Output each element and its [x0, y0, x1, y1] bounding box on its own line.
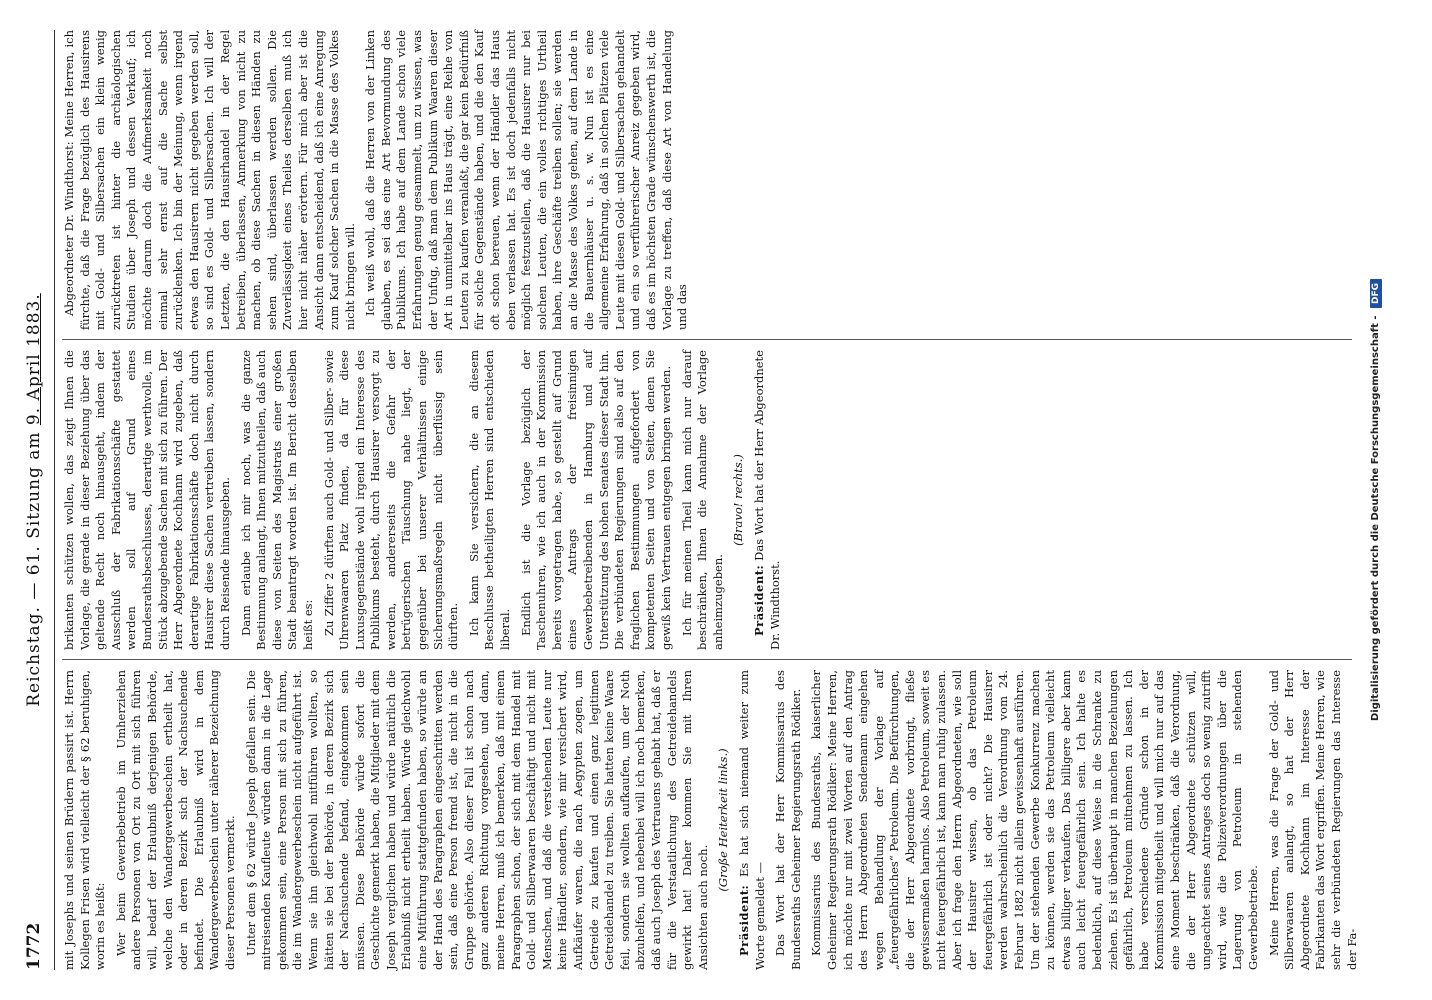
body-paragraph: Meine Herren, was die Frage der Gold- und Silberwaaren anlangt, so hat der Herr Abgeordnete Kochhann im Interesse der Fabrikanten das Wort ergriffen. Meine Herren, wie sehr die verbündeten Regierungen das Interesse der Fa-: [1266, 670, 1359, 970]
body-paragraph: Unter dem § 62 würde Joseph gefallen sein. Die mitreisenden Kaufleute würden dann in die Lage gekommen sein, eine Person mit sich zu führen, die im Wandergewerbeschein nicht aufgeführt ist. Wenn sie ihn gleichwohl mitführen wollten, so hätten sie bei der Behörde, in deren Bezirk sich der Nachsuchende befand, eingekommen sein müssen. Diese Behörde würde sofort die Geschichte gemerkt haben, die Mitglieder mit dem Joseph verglichen haben und würde natürlich die Erlaubniß nicht ertheilt haben. Würde gleichwohl eine Mitführung stattgefunden haben, so würde an der Hand des Paragraphen eingeschritten werden sein, daß eine Person fremd ist, die nicht in die Gruppe gehörte. Also dieser Fall ist schon nach ganz anderen Richtung vorgesehen, und dann, meine Herren, muß ich bemerken, daß mit einem Paragraphen schon, der sich mit dem Handel mit Gold- und Silberwaaren beschäftigt und nicht mit Menschen, und daß die verstehenden Leute nur keine Händler, sondern, wie mir versichert wird, Aufkäufer waren, die nach Aegypten zogen, um Getreide zu kaufen und einen ganz legitimen Getreidehandel zu treiben. Sie hatten keine Waare feil, sondern sie wollten aufkaufen, um der Noth abzuhelfen, und nebenbei will ich noch bemerken, daß auch Joseph des Vertrauens gehabt hat, daß er für die Verstaatlichung des Getreidehandels gewirkt hat! Daher kommen Sie mit Ihren Ansichten auch noch.: [243, 670, 710, 970]
body-paragraph: mit Josephs und seinen Brüdern passirt ist. Herrn Kollegen Frisen wird vielleicht der § 62 beruhigen, worin es heißt:: [62, 670, 108, 970]
stage-direction: (Große Heiterkeit links.): [716, 748, 731, 892]
dfg-logo: DFG: [1370, 279, 1382, 308]
body-paragraph: Abgeordneter Dr. Windthorst: Meine Herren, ich fürchte, daß die Frage bezüglich des Hausirens mit Gold- und Silbersachen ein klein wenig zurücktreten ist hinter die archäologischen Studien über Joseph und dessen Verkauf; ich möchte darum doch die Aufmerksamkeit noch einmal sehr ernst auf die Sache selbst zurücklenken. Ich bin der Meinung, wenn irgend etwas den Hausirern nicht gegeben werden soll, so sind es Gold- und Silbersachen. Ich will der Letzten, die den Hausirhandel in der Regel betreiben, überlassen, Anmerkung von nicht zu machen, ob diese Sachen in diesen Händen zu sehen sind, überlassen werden sollen. Die Zuverlässigkeit eines Theiles derselben muß ich hier nicht näher erörtern. Für mich aber ist die Ansicht dann entscheidend, daß ich eine Anregung zum Kauf solcher Sachen in die Masse des Volkes nicht bringen will.: [62, 30, 357, 330]
page-number: 1772: [24, 922, 44, 970]
body-paragraph: Ich kann Sie versichern, die an diesem Beschlusse betheiligten Herren sind entschieden liberal.: [466, 350, 513, 650]
column-divider: [62, 339, 1352, 340]
text-column-right: [62, 30, 1352, 330]
body-paragraph: Endlich ist die Vorlage bezüglich der Taschenuhren, wie ich auch in der Kommission bereits vorgetragen habe, so gestellt auf Grund eines Antrags der freisinnigen Gewerbebetreibenden in Hamburg und auf Unterstützung des hohen Senates dieser Stadt hin. Die verbündeten Regierungen sind also auf den fraglichen Bestimmungen aufgefordert von kompetenten Seiten und von Seiten, denen Sie gewiß kein Vertrauen entgegen bringen werden.: [518, 350, 673, 650]
speaker-name: Präsident:: [736, 884, 751, 956]
body-paragraph: Wer beim Gewerbebetrieb im Umherziehen andere Personen von Ort zu Ort mit sich führen will, bedarf der Erlaubniß derjenigen Behörde, welche den Wandergewerbeschein ertheilt hat, oder in deren Bezirk sich der Nachsuchende befindet. Die Erlaubniß wird in dem Wandergewerbeschein unter näherer Bezeichnung dieser Personen vermerkt.: [113, 670, 237, 970]
body-paragraph: Ich weiß wohl, daß die Herren von der Linken glauben, es sei das eine Art Bevormundung des Publikums. Ich habe auf dem Lande schon viele Erfahrungen genug gesammelt, um zu wissen, was der Unfug, daß man dem Publikum Waaren dieser Art in unmittelbar ins Haus trägt, eine Reihe von Leuten zu kaufen veranlaßt, die gar kein Bedürfniß für solche Gegenstände haben, und die den Kauf oft schon bereuen, wenn der Händler das Haus eben verlassen hat. Es ist doch jedenfalls nicht möglich festzustellen, daß die Hausirer nur bei solchen Leuten, die ein volles richtiges Urtheil haben, ihre Geschäfte treiben sollen; sie werden an die Masse des Volkes gehen, auf dem Lande in die Bauernhäuser u. s. w. Nun ist es eine allgemeine Erfahrung, daß in solchen Plätzen viele Leute mit diesen Gold- und Silbersachen gehandelt und ein so verführerischer Anreiz gegeben wird, daß es im höchsten Grade wünschenswerth ist, die Vorlage zu treffen, daß diese Art von Handelung und das: [363, 30, 690, 330]
speaker-paragraph: [752, 350, 783, 650]
speech-text: Es hat sich niemand weiter zum Worte gemeldet —: [736, 670, 767, 970]
header-rule: [54, 30, 55, 970]
speaker-paragraph: [737, 670, 768, 970]
speaker-name: Präsident:: [751, 564, 766, 636]
running-title: [24, 180, 44, 820]
session-date: 9. April 1883.: [24, 293, 44, 426]
speech-text: Das Wort hat der Herr Abgeordnete Dr. Windthorst.: [751, 350, 782, 650]
stage-direction: (Bravo! rechts.): [731, 454, 746, 546]
page-header: [18, 30, 54, 970]
body-paragraph: Dann erlaube ich mir noch, was die ganze Bestimmung anlangt, Ihnen mitzutheilen, daß auch diese von Seiten des Magistrats einer großen Stadt beantragt worden ist. Im Bericht desselben heißt es:: [238, 350, 315, 650]
body-paragraph: Das Wort hat der Herr Kommissarius des Bundesraths Geheimer Regierungsrath Rödiker.: [773, 670, 803, 970]
column-divider: [62, 659, 1352, 660]
text-column-left: [62, 670, 1359, 970]
body-paragraph: Zu Ziffer 2 dürften auch Gold- und Silber- sowie Uhrenwaaren Platz finden, da für diese Luxusgegenstände wohl irgend ein Interesse des Publikums besteht, durch Hausirer versorgt zu werden, andererseits die Gefahr der betrügerischen Täuschung nahe liegt, der gegenüber bei unserer Verhältnissen einige Sicherungsmaßregeln nicht überflüssig sein dürften.: [321, 350, 461, 650]
body-paragraph: brikanten schützen wollen, das zeigt Ihnen die Vorlage, die gerade in dieser Beziehung über das geltende Recht noch hinausgeht, indem der Ausschluß der Fabrikationsschäfte gestattet werden soll auf Grund eines Bundesrathsbeschlusses, derartige werthvolle, im Stück abzugebende Sachen mit sich zu führen. Der Herr Abgeordnete Kochhann wird zugeben, daß derartige Fabrikationsschäfte doch nicht durch Hausirer diese Sachen vertreiben lassen, sondern durch Reisende hinausgeben.: [62, 350, 232, 650]
session-title: Reichstag. — 61. Sitzung am: [24, 431, 44, 707]
body-paragraph: Kommissarius des Bundesraths, kaiserlicher Geheimer Regierungsrath Rödiker: Meine Herren, ich möchte nur mit zwei Worten auf den Antrag des Herrn Abgeordneten Sendemann eingehen wegen Behandlung der Vorlage auf „feuergefährliches“ Petroleum. Die Befürchtungen, die der Herr Abgeordnete vorbringt, fließe gewissermaßen harmlos. Also Petroleum, soweit es nicht feuergefährlich ist, kann man ruhig zulassen. Aber ich frage den Herrn Abgeordneten, wie soll der Hausirer wissen, ob das Petroleum feuergefährlich ist oder nicht? Die Hausirer werden wahrscheinlich die Verordnung vom 24. Februar 1882 nicht allein gewissenhaft ausführen. Um der stehenden Gewerbe Konkurrenz machen zu können, werden sie das Petroleum vielleicht etwas billiger verkaufen. Das billigere aber kann auch leicht feuergefährlich sein. Ich halte es bedenklich, auf diese Weise in die Schranke zu ziehen. Es ist überhaupt in manchen Beziehungen gefährlich, Petroleum mitnehmen zu lassen. Ich habe verschiedene Gründe schon in der Kommission mitgetheilt und will mich nur auf das eine Moment beschränken, daß die Verordnung, die der Herr Abgeordnete schützen will, ungeachtet seines Antrages doch so wenig zutrifft wird, wie die Polizeiverordnungen über die Lagerung von Petroleum in stehenden Gewerbebetriebe.: [809, 670, 1260, 970]
text-column-middle: [62, 350, 1352, 650]
digitization-credit: [1370, 0, 1392, 1000]
credit-text: Digitalisierung gefördert durch die Deutsche Forschungsgemeinschaft -: [1370, 315, 1381, 722]
body-paragraph: Ich für meinen Theil kann mich nur darauf beschränken, Ihnen die Annahme der Vorlage anheimzugeben.: [679, 350, 725, 650]
